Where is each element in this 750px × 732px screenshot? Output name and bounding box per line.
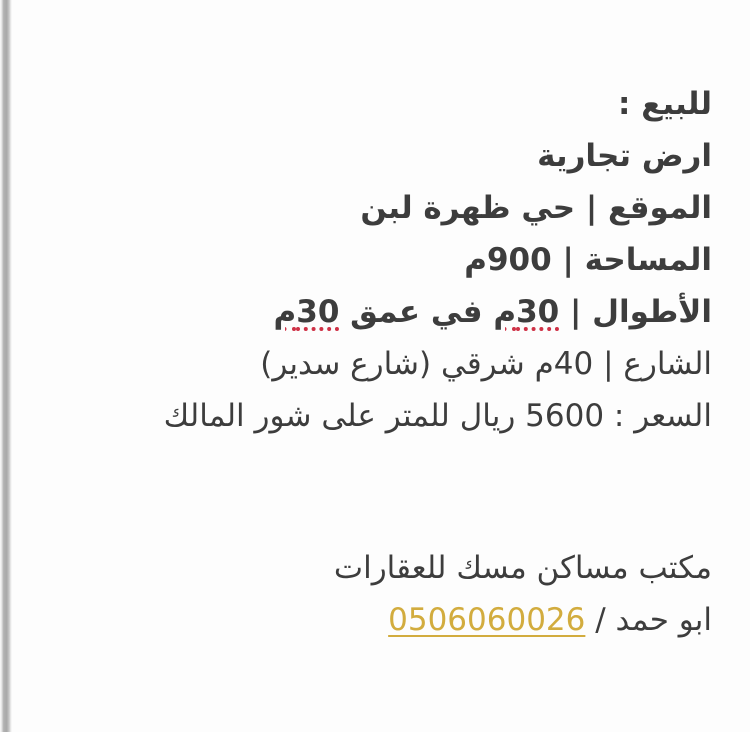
dimensions-value-1: 30م: [493, 294, 560, 330]
contact-line: [24, 594, 712, 646]
contact-name: ابو حمد /: [585, 602, 712, 638]
area-line: المساحة | 900م: [464, 242, 712, 278]
location-line: الموقع | حي ظهرة لبن: [360, 190, 712, 226]
left-edge-strip: [0, 0, 12, 732]
dimensions-value-2: 30م: [273, 294, 340, 330]
dimensions-label: الأطوال |: [559, 294, 712, 330]
dimensions-middle: في عمق: [339, 294, 494, 330]
street-line: الشارع | 40م شرقي (شارع سدير): [260, 346, 712, 382]
dimensions-line: [24, 286, 712, 338]
office-line: مكتب مساكن مسك للعقارات: [333, 550, 712, 586]
listing-text-block: [24, 78, 712, 646]
land-type-line: ارض تجارية: [537, 138, 712, 174]
for-sale-line: للبيع :: [618, 86, 712, 122]
blank-gap: [24, 442, 712, 542]
phone-link[interactable]: 0506060026: [388, 602, 586, 638]
price-line: السعر : 5600 ريال للمتر على شور المالك: [163, 398, 712, 434]
